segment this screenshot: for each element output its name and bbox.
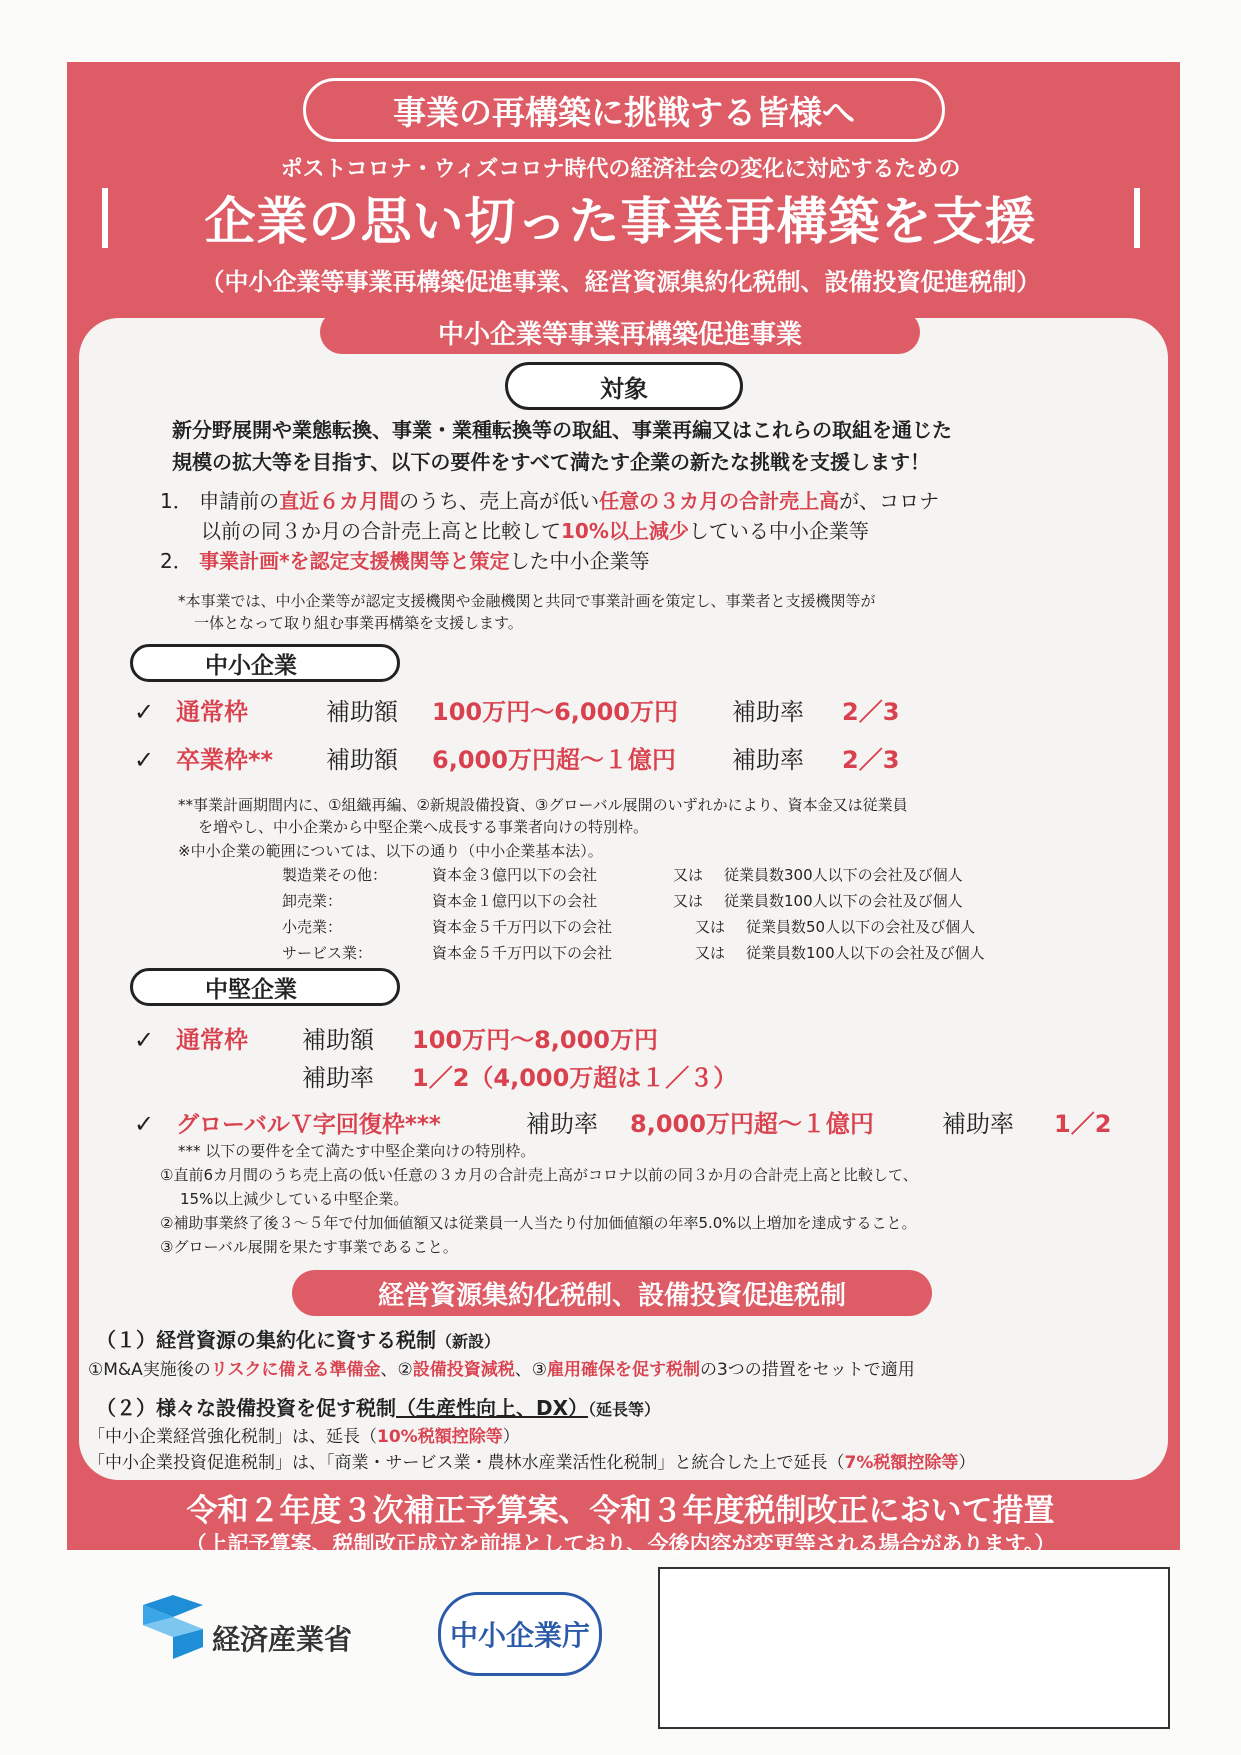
mid-row-global-name: グローバルＶ字回復枠*** <box>176 1112 441 1138</box>
mid-row-normal-rate-value: 1／2（4,000万超は１／３） <box>412 1064 738 1092</box>
req1-highlight-g: 10%以上減少 <box>561 519 689 543</box>
mid-row-normal <box>134 1020 658 1055</box>
check-icon: ✓ <box>134 698 155 726</box>
mid-row-normal-rate <box>302 1058 737 1093</box>
scope-capital: 資本金５千万円以下の会社 <box>432 918 613 936</box>
tax-item-2-line2-a: 「中小企業投資促進税制」は、「商業・サービス業・農林水産業活性化税制」と統合した上で延長（ <box>88 1453 845 1473</box>
sme-row-normal-amount: 100万円～6,000万円 <box>432 698 679 726</box>
check-icon: ✓ <box>134 746 155 774</box>
tax-item-2-line-1 <box>88 1422 520 1447</box>
req2-highlight: 事業計画*を認定支援機関等と策定 <box>199 549 510 573</box>
req1-text-a: 申請前の <box>199 489 280 513</box>
scope-or: 又は <box>695 918 726 936</box>
meti-logo-icon <box>143 1595 203 1659</box>
graduation-note-2: を増やし、中小企業から中堅企業へ成長する事業者向けの特別枠。 <box>198 818 649 836</box>
scope-employees: 従業員数100人以下の会社及び個人 <box>724 892 963 910</box>
sme-row-graduation-name: 卒業枠** <box>176 746 274 774</box>
global-note-5: ③グローバル展開を果たす事業であること。 <box>160 1238 458 1256</box>
contact-box <box>658 1567 1170 1729</box>
sme-row-graduation-rate: 2／3 <box>842 746 900 774</box>
req1-text-c: のうち、売上高が低い <box>399 489 600 513</box>
tax-item-1-a: ①M&A実施後の <box>88 1360 211 1380</box>
footer-line-2: （上記予算案、税制改正成立を前提としており、今後内容が変更等される場合があります。） <box>185 1532 1056 1556</box>
req1-num: 1． <box>160 489 193 513</box>
tax-item-1-heading <box>96 1324 500 1353</box>
tax-item-2-line1-b: 10%税額控除等 <box>377 1427 503 1447</box>
tax-item-2-line1-a: 「中小企業経営強化税制」は、延長（ <box>88 1427 377 1447</box>
plan-note-2: 一体となって取り組む事業再構築を支援します。 <box>194 614 523 632</box>
tax-item-2-title: （２）様々な設備投資を促す税制 <box>96 1396 396 1420</box>
header-subtitle: ポストコロナ・ウィズコロナ時代の経済社会の変化に対応するための <box>280 157 961 182</box>
tax-item-1-body <box>88 1355 915 1380</box>
mid-label: 中堅企業 <box>130 968 400 1006</box>
tax-item-1-d: 設備投資減税 <box>412 1360 515 1380</box>
mid-row-normal-rate-label: 補助率 <box>302 1064 374 1092</box>
section2-title: 経営資源集約化税制、設備投資促進税制 <box>292 1270 932 1316</box>
tax-item-2-line1-c: ） <box>502 1427 520 1447</box>
requirement-1-cont <box>201 515 869 544</box>
intro-line-1: 新分野展開や業態転換、事業・業種転換等の取組、事業再編又はこれらの取組を通じた <box>172 418 952 442</box>
tax-item-2-line2-c: ） <box>958 1453 976 1473</box>
scope-capital: 資本金１億円以下の会社 <box>432 892 598 910</box>
meti-name: 経済産業省 <box>212 1623 353 1656</box>
scope-or: 又は <box>695 944 726 962</box>
programs-subtitle: （中小企業等事業再構築促進事業、経営資源集約化税制、設備投資促進税制） <box>200 268 1041 296</box>
section1-title: 中小企業等事業再構築促進事業 <box>320 310 920 354</box>
scope-note: ※中小企業の範囲については、以下の通り（中小企業基本法）。 <box>178 842 603 860</box>
scope-industry: 製造業その他： <box>282 866 388 884</box>
page-title: 企業の思い切った事業再構築を支援 <box>204 193 1037 252</box>
tax-item-1-f: 雇用確保を促す税制 <box>546 1360 700 1380</box>
intro-line-2: 規模の拡大等を目指す、以下の要件をすべて満たす企業の新たな挑戦を支援します！ <box>172 450 930 474</box>
tax-item-2-tag: （延長等） <box>588 1400 661 1419</box>
tax-item-2-line2-b: 7%税額控除等 <box>844 1453 959 1473</box>
tax-item-1-tag: （新設） <box>436 1332 501 1351</box>
mid-row-global-amount: 8,000万円超～１億円 <box>630 1110 874 1138</box>
scope-industry: サービス業： <box>282 944 373 962</box>
scope-employees: 従業員数100人以下の会社及び個人 <box>746 944 985 962</box>
global-note-2: ①直前6カ月間のうち売上高の低い任意の３カ月の合計売上高がコロナ以前の同３か月の合計売上高と比較して、 <box>160 1166 918 1184</box>
footer-line-1: 令和２年度３次補正予算案、令和３年度税制改正において措置 <box>186 1493 1055 1529</box>
scope-industry: 小売業： <box>282 918 343 936</box>
req1-text-f: 以前の同３か月の合計売上高と比較して <box>201 519 561 543</box>
mid-row-normal-amount-label: 補助額 <box>302 1026 374 1054</box>
plan-note-1: *本事業では、中小企業等が認定支援機関や金融機関と共同で事業計画を策定し、事業者と支援機関等が <box>178 592 876 610</box>
sme-row-normal-name: 通常枠 <box>176 698 248 726</box>
sme-row-normal-rate: 2／3 <box>842 698 900 726</box>
sme-label: 中小企業 <box>130 644 400 682</box>
mid-row-global-rate-label: 補助率 <box>942 1110 1014 1138</box>
mid-row-global-rate: 1／2 <box>1054 1110 1112 1138</box>
req1-highlight-d: 任意の３カ月の合計売上高 <box>599 489 840 513</box>
requirement-2 <box>160 545 650 574</box>
scope-industry: 卸売業： <box>282 892 343 910</box>
scope-employees: 従業員数50人以下の会社及び個人 <box>746 918 976 936</box>
sme-row-normal-rate-label: 補助率 <box>732 698 804 726</box>
sme-agency-logo: 中小企業庁 <box>438 1592 602 1676</box>
req1-text-e: が、コロナ <box>839 489 940 513</box>
req1-highlight-b: 直近６カ月間 <box>279 489 400 513</box>
header-pill: 事業の再構築に挑戦する皆様へ <box>303 78 945 142</box>
mid-row-global-amount-label: 補助率 <box>526 1110 598 1138</box>
check-icon: ✓ <box>134 1110 155 1138</box>
scope-capital: 資本金３億円以下の会社 <box>432 866 598 884</box>
tax-item-1-b: リスクに備える準備金 <box>210 1360 381 1380</box>
req2-num: 2． <box>160 549 193 573</box>
global-note-4: ②補助事業終了後３～５年で付加価値額又は従業員一人当たり付加価値額の年率5.0%以上増加を達成すること。 <box>160 1214 917 1232</box>
sme-row-normal <box>134 692 899 727</box>
tax-item-2-paren: （生産性向上、DX） <box>396 1396 589 1420</box>
mid-row-global <box>134 1104 1111 1139</box>
mid-row-normal-amount: 100万円～8,000万円 <box>412 1026 659 1054</box>
requirement-1 <box>160 485 939 514</box>
req2-text: した中小企業等 <box>509 549 650 573</box>
req1-text-h: している中小企業等 <box>688 519 869 543</box>
tax-item-1-g: の3つの措置をセットで適用 <box>699 1360 915 1380</box>
sme-row-graduation-rate-label: 補助率 <box>732 746 804 774</box>
sme-row-graduation-amount: 6,000万円超～１億円 <box>432 746 676 774</box>
tax-item-1-c: 、② <box>380 1360 413 1380</box>
tax-item-2-line-2 <box>88 1448 975 1473</box>
tax-item-1-title: （１）経営資源の集約化に資する税制 <box>96 1328 436 1352</box>
tax-item-1-e: 、③ <box>514 1360 547 1380</box>
check-icon: ✓ <box>134 1026 155 1054</box>
sme-row-normal-amount-label: 補助額 <box>326 698 398 726</box>
graduation-note-1: **事業計画期間内に、①組織再編、②新規設備投資、③グローバル展開のいずれかにより、資本金又は従業員 <box>178 796 908 814</box>
tax-item-2-heading <box>96 1392 660 1421</box>
scope-capital: 資本金５千万円以下の会社 <box>432 944 613 962</box>
scope-or: 又は <box>673 866 704 884</box>
target-label: 対象 <box>505 362 743 410</box>
global-note-3: 15%以上減少している中堅企業。 <box>180 1190 409 1208</box>
scope-employees: 従業員数300人以下の会社及び個人 <box>724 866 963 884</box>
sme-row-graduation-amount-label: 補助額 <box>326 746 398 774</box>
mid-row-normal-name: 通常枠 <box>176 1026 248 1054</box>
scope-or: 又は <box>673 892 704 910</box>
sme-row-graduation <box>134 740 899 775</box>
global-note-1: *** 以下の要件を全て満たす中堅企業向けの特別枠。 <box>178 1142 536 1160</box>
